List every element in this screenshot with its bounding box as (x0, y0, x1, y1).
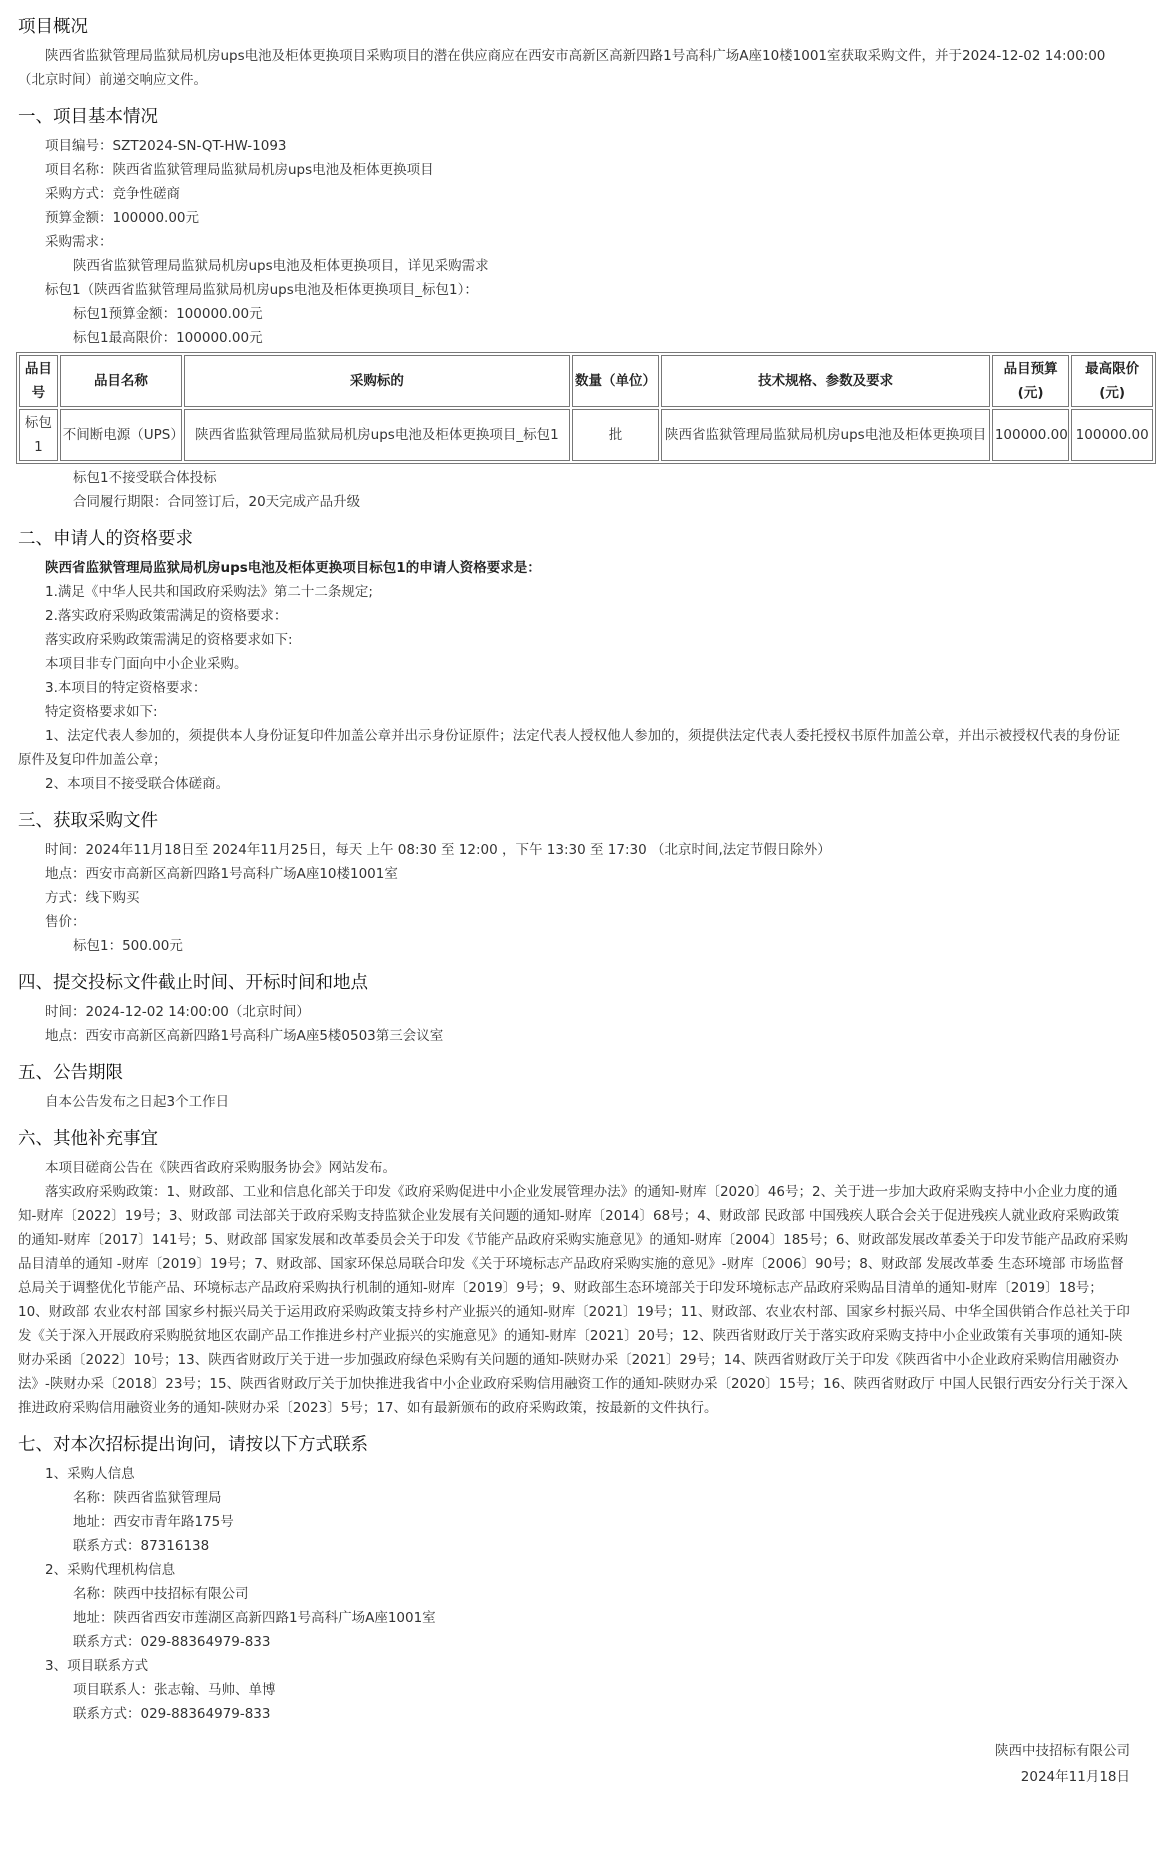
table-cell: 陕西省监狱管理局监狱局机房ups电池及柜体更换项目 (661, 409, 989, 461)
qualification-line: 1、法定代表人参加的，须提供本人身份证复印件加盖公章并出示身份证原件；法定代表人授权他人参加的，须提供法定代表人委托授权书原件加盖公章，并出示被授权代表的身份证原件及复印件加盖公章； (18, 728, 1121, 768)
qualification-line: 本项目非专门面向中小企业采购。 (45, 656, 248, 672)
column-header: 数量（单位） (572, 355, 660, 407)
qualification-line: 2.落实政府采购政策需满足的资格要求： (45, 608, 288, 624)
no-consortium-note: 标包1不接受联合体投标 (73, 470, 217, 486)
project-name: 项目名称：陕西省监狱管理局监狱局机房ups电池及柜体更换项目 (45, 162, 434, 178)
section-7-heading: 七、对本次招标提出询问，请按以下方式联系 (18, 1435, 368, 1455)
column-header: 品目名称 (60, 355, 182, 407)
doc-price: 标包1：500.00元 (73, 938, 183, 954)
table-cell: 批 (572, 409, 660, 461)
procurement-need-label: 采购需求： (45, 234, 113, 250)
buyer-contact: 联系方式：87316138 (73, 1538, 210, 1554)
project-contact-title: 3、项目联系方式 (45, 1658, 149, 1674)
publish-note: 本项目磋商公告在《陕西省政府采购服务协会》网站发布。 (45, 1160, 396, 1176)
signature-block (18, 1738, 1132, 1790)
lot-label: 标包1（陕西省监狱管理局监狱局机房ups电池及柜体更换项目_标包1）： (45, 282, 478, 298)
lot-budget: 标包1预算金额：100000.00元 (73, 306, 263, 322)
agent-name: 名称：陕西中技招标有限公司 (73, 1586, 249, 1602)
column-header: 最高限价(元) (1071, 355, 1153, 407)
deadline-time: 时间：2024-12-02 14:00:00（北京时间） (45, 1004, 310, 1020)
column-header: 技术规格、参数及要求 (661, 355, 989, 407)
items-table (16, 352, 1156, 464)
table-cell: 100000.00 (992, 409, 1070, 461)
procurement-method: 采购方式：竞争性磋商 (45, 186, 180, 202)
table-header-row (19, 355, 1153, 407)
qualification-line: 1.满足《中华人民共和国政府采购法》第二十二条规定; (45, 584, 373, 600)
agent-address: 地址：陕西省西安市莲湖区高新四路1号高科广场A座1001室 (73, 1610, 436, 1626)
table-cell: 陕西省监狱管理局监狱局机房ups电池及柜体更换项目_标包1 (184, 409, 570, 461)
section-4-heading: 四、提交投标文件截止时间、开标时间和地点 (18, 973, 368, 993)
lot-max-price: 标包1最高限价：100000.00元 (73, 330, 263, 346)
procurement-need-text: 陕西省监狱管理局监狱局机房ups电池及柜体更换项目，详见采购需求 (73, 258, 489, 274)
section-3-heading: 三、获取采购文件 (18, 811, 158, 831)
overview-text: 陕西省监狱管理局监狱局机房ups电池及柜体更换项目采购项目的潜在供应商应在西安市高新区高新四路1号高科广场A座10楼1001室获取采购文件，并于2024-12-02 14:00:00（北京时间）前递交响应文件。 (18, 48, 1106, 88)
project-contact-phone: 联系方式：029-88364979-833 (73, 1706, 271, 1722)
budget-amount: 预算金额：100000.00元 (45, 210, 200, 226)
signature-org: 陕西中技招标有限公司 (995, 1743, 1130, 1759)
buyer-address: 地址：西安市青年路175号 (73, 1514, 234, 1530)
qualification-line: 特定资格要求如下: (45, 704, 158, 720)
project-number: 项目编号：SZT2024-SN-QT-HW-1093 (45, 138, 287, 154)
project-contact-person: 项目联系人：张志翰、马帅、单博 (73, 1682, 276, 1698)
qualification-line: 3.本项目的特定资格要求： (45, 680, 207, 696)
column-header: 采购标的 (184, 355, 570, 407)
section-1-heading: 一、项目基本情况 (18, 107, 158, 127)
column-header: 品目预算(元) (992, 355, 1070, 407)
table-row (19, 409, 1153, 461)
doc-obtain-method: 方式：线下购买 (45, 890, 140, 906)
table-cell: 不间断电源（UPS） (60, 409, 182, 461)
doc-obtain-time: 时间：2024年11月18日至 2024年11月25日，每天 上午 08:30 至 12:00 ，下午 13:30 至 17:30 （北京时间,法定节假日除外） (45, 842, 831, 858)
agent-contact: 联系方式：029-88364979-833 (73, 1634, 271, 1650)
contract-term: 合同履行期限：合同签订后，20天完成产品升级 (73, 494, 361, 510)
column-header: 品目号 (19, 355, 58, 407)
table-cell: 100000.00 (1071, 409, 1153, 461)
section-2-heading: 二、申请人的资格要求 (18, 529, 193, 549)
policy-text: 落实政府采购政策：1、财政部、工业和信息化部关于印发《政府采购促进中小企业发展管理办法》的通知-财库〔2020〕46号；2、关于进一步加大政府采购支持中小企业力度的通知-财库〔2022〕19号；3、财政部 司法部关于政府采购支持监狱企业发展有关问题的通知-财库〔2014〕68号；4、财政部 民政部 中国残疾人联合会关于促进残疾人就业政府采购政策的通知-财库〔2017〕141号；5、财政部 国家发展和改革委员会关于印发《节能产品政府采购实施意见》的通知-财库〔2004〕185号；6、财政部发展改革委关于印发节能产品政府采购品目清单的通知 -财库〔2019〕19号；7、财政部、国家环保总局联合印发《关于环境标志产品政府采购实施的意见》-财库〔2006〕90号；8、财政部 发展改革委 生态环境部 市场监督总局关于调整优化节能产品、环境标志产品政府采购执行机制的通知-财库〔2019〕9号；9、财政部生态环境部关于印发环境标志产品政府采购品目清单的通知-财库〔2019〕18号；10、财政部 农业农村部 国家乡村振兴局关于运用政府采购政策支持乡村产业振兴的通知-财库〔2021〕19号；11、财政部、农业农村部、国家乡村振兴局、中华全国供销合作总社关于印发《关于深入开展政府采购脱贫地区农副产品工作推进乡村产业振兴的实施意见》的通知-财库〔2021〕20号；12、陕西省财政厅关于落实政府采购支持中小企业政策有关事项的通知-陕财办采函〔2022〕10号；13、陕西省财政厅关于进一步加强政府绿色采购有关问题的通知-陕财办采〔2021〕29号；14、陕西省财政厅关于印发《陕西省中小企业政府采购信用融资办法》-陕财办采〔2018〕23号；15、陕西省财政厅关于加快推进我省中小企业政府采购信用融资工作的通知-陕财办采〔2020〕15号；16、陕西省财政厅 中国人民银行西安分行关于深入推进政府采购信用融资业务的通知-陕财办采〔2023〕5号；17、如有最新颁布的政府采购政策，按最新的文件执行。 (18, 1184, 1130, 1416)
doc-price-label: 售价： (45, 914, 86, 930)
buyer-name: 名称：陕西省监狱管理局 (73, 1490, 222, 1506)
overview-heading: 项目概况 (18, 17, 88, 37)
doc-obtain-place: 地点：西安市高新区高新四路1号高科广场A座10楼1001室 (45, 866, 398, 882)
qualification-title: 陕西省监狱管理局监狱局机房ups电池及柜体更换项目标包1的申请人资格要求是： (45, 560, 541, 576)
buyer-info-title: 1、采购人信息 (45, 1466, 135, 1482)
announcement-period: 自本公告发布之日起3个工作日 (45, 1094, 230, 1110)
section-5-heading: 五、公告期限 (18, 1063, 123, 1083)
table-cell: 标包1 (19, 409, 58, 461)
section-6-heading: 六、其他补充事宜 (18, 1129, 158, 1149)
qualification-line: 落实政府采购政策需满足的资格要求如下: (45, 632, 293, 648)
opening-place: 地点：西安市高新区高新四路1号高科广场A座5楼0503第三会议室 (45, 1028, 444, 1044)
qualification-line: 2、本项目不接受联合体磋商。 (45, 776, 230, 792)
agent-info-title: 2、采购代理机构信息 (45, 1562, 176, 1578)
signature-date: 2024年11月18日 (1020, 1769, 1130, 1785)
